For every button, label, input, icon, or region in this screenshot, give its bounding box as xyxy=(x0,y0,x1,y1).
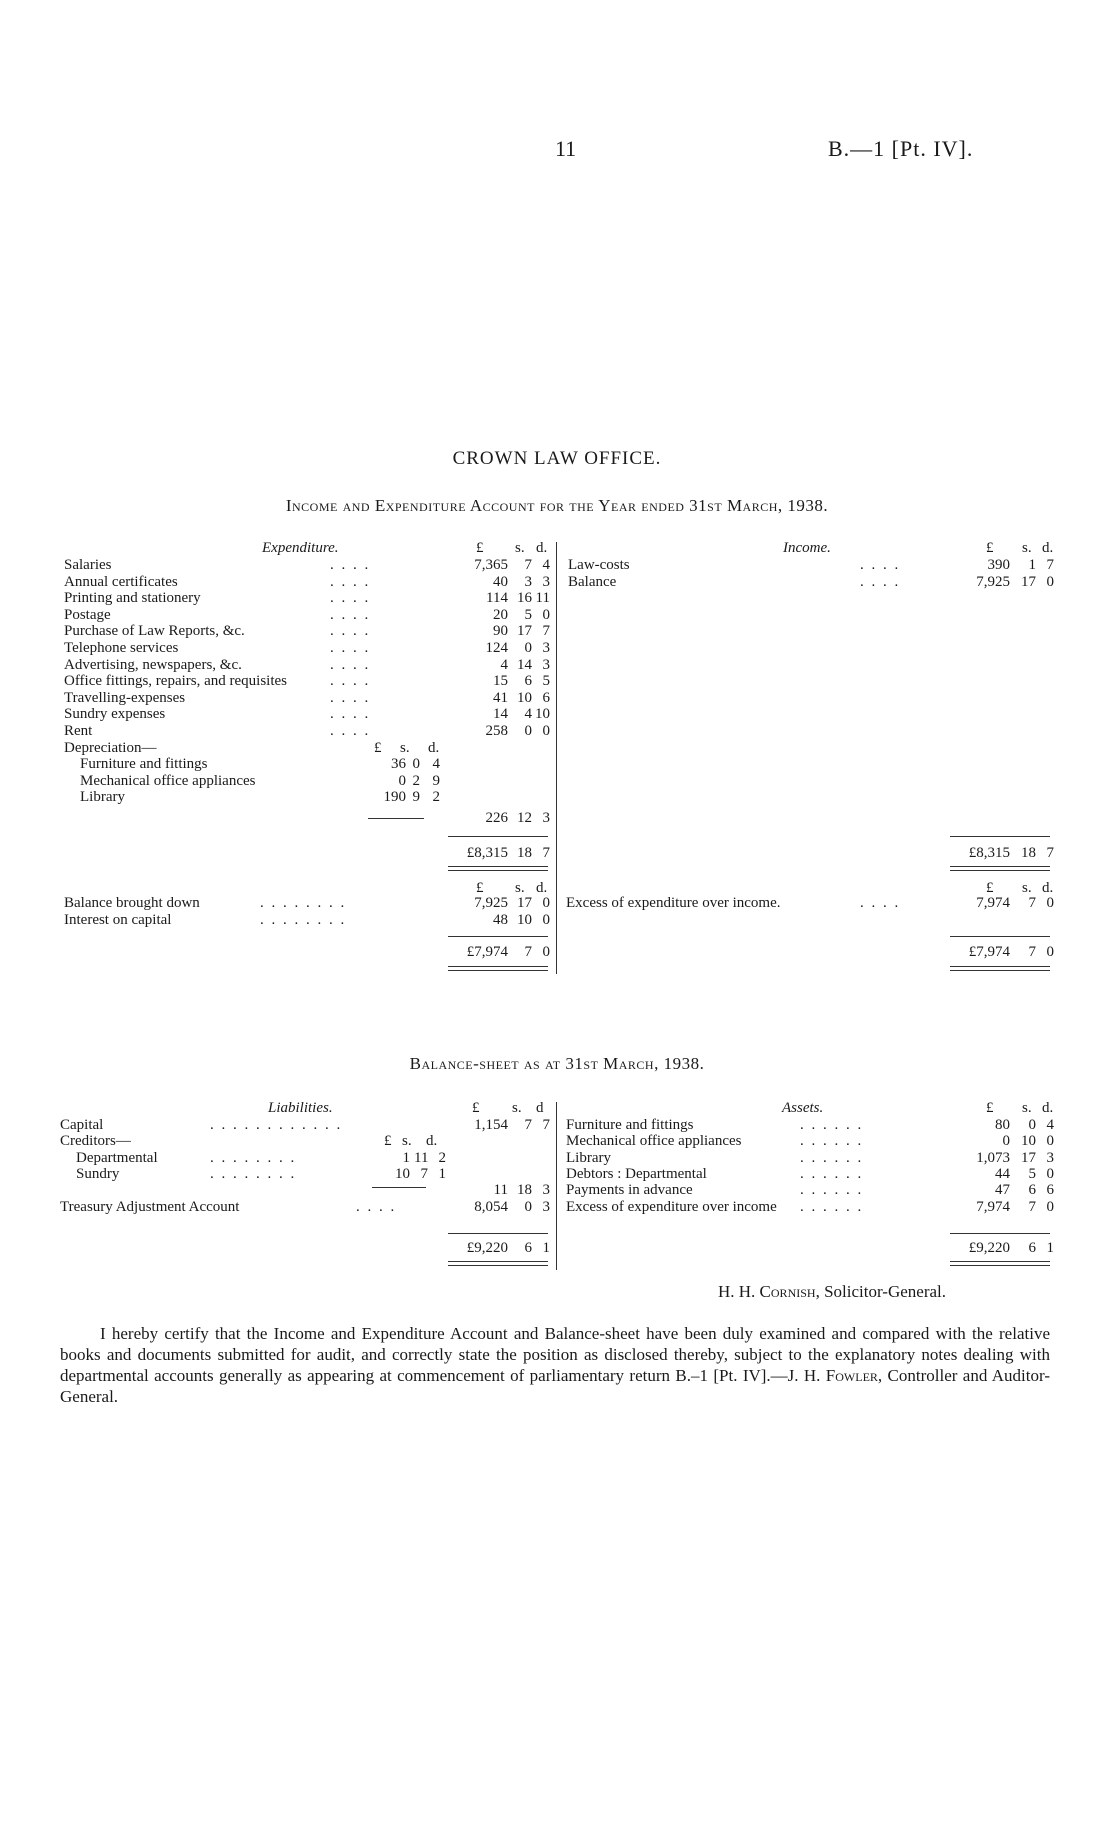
expenditure-item-shillings: 5 xyxy=(524,607,532,623)
depreciation-item-label: Mechanical office appliances xyxy=(80,773,256,789)
bs-total-pounds-right: £9,220 xyxy=(968,1240,1010,1256)
signatory-title: , Solicitor-General. xyxy=(815,1282,946,1301)
leader-dots: . . . . . . . . xyxy=(260,895,347,911)
ie-column-divider xyxy=(556,542,557,974)
asset-item-label: Furniture and fittings xyxy=(566,1117,694,1133)
income-item-shillings: 17 xyxy=(1021,574,1036,590)
asset-item-pence: 0 xyxy=(1046,1199,1054,1215)
bd-total-shillings-right: 7 xyxy=(1028,944,1036,960)
expenditure-item-pence: 3 xyxy=(542,574,550,590)
auditor-title: , Controller and Auditor-General. xyxy=(60,1366,1050,1406)
brought-down-item-pounds: 48 xyxy=(493,912,508,928)
asset-item-label: Debtors : Departmental xyxy=(566,1166,707,1182)
creditors-shilling-header: s. xyxy=(402,1133,412,1149)
expenditure-item-pence: 3 xyxy=(542,657,550,673)
expenditure-item-shillings: 17 xyxy=(517,623,532,639)
brought-down-item-pence: 0 xyxy=(542,912,550,928)
depreciation-pence-header: d. xyxy=(428,740,440,756)
bs-total-pence-right: 1 xyxy=(1046,1240,1054,1256)
creditor-item-shillings: 7 xyxy=(420,1166,428,1182)
depreciation-item-pounds: 36 xyxy=(391,756,406,772)
leader-dots: . . . . . . xyxy=(800,1117,864,1133)
document-subtitle: Income and Expenditure Account for the Year ended 31st March, 1938. xyxy=(285,496,829,515)
expenditure-item-label: Sundry expenses xyxy=(64,706,166,722)
pence-header: d. xyxy=(536,540,548,556)
bs-pound-header-assets: £ xyxy=(986,1100,994,1116)
signature xyxy=(718,1282,946,1302)
expenditure-item-label: Salaries xyxy=(64,557,112,573)
brought-down-item-shillings: 10 xyxy=(517,912,532,928)
bs-total-rule-left xyxy=(448,1233,548,1234)
asset-item-pence: 0 xyxy=(1046,1133,1054,1149)
leader-dots: . . . . . . xyxy=(800,1133,864,1149)
expenditure-item-pence: 0 xyxy=(542,607,550,623)
ie-total-pence-right: 7 xyxy=(1046,845,1054,861)
expenditure-item-pounds: 40 xyxy=(493,574,508,590)
ie-total-rule-right xyxy=(950,836,1050,837)
asset-item-label: Excess of expenditure over income xyxy=(566,1199,777,1215)
income-item-pence: 7 xyxy=(1046,557,1054,573)
expenditure-item-label: Office fittings, repairs, and requisites xyxy=(64,673,287,689)
income-item-pence: 0 xyxy=(1046,574,1054,590)
bd-pound-header: £ xyxy=(476,880,484,896)
depreciation-label: Depreciation— xyxy=(64,740,157,756)
income-item-pounds: 7,925 xyxy=(976,574,1010,590)
income-item-pounds: 390 xyxy=(987,557,1010,573)
expenditure-item-label: Telephone services xyxy=(64,640,179,656)
bs-total-pence-left: 1 xyxy=(542,1240,550,1256)
expenditure-item-label: Postage xyxy=(64,607,111,623)
leader-dots: . . . . . . xyxy=(800,1199,864,1215)
depreciation-item-pounds: 190 xyxy=(383,789,406,805)
treasury-label: Treasury Adjustment Account xyxy=(60,1199,240,1215)
treasury-pence: 3 xyxy=(542,1199,550,1215)
expenditure-item-shillings: 6 xyxy=(524,673,532,689)
leader-dots: . . . . . . . . xyxy=(260,912,347,928)
expenditure-item-label: Travelling-expenses xyxy=(64,690,186,706)
depreciation-total-shillings: 12 xyxy=(517,810,532,826)
leader-dots: . . . . . . . . xyxy=(210,1150,297,1166)
bd-total-pounds-left: £7,974 xyxy=(466,944,508,960)
expenditure-item-pounds: 114 xyxy=(486,590,508,606)
bs-pence-header-assets: d. xyxy=(1042,1100,1054,1116)
audit-certificate xyxy=(60,1323,1050,1407)
asset-item-pence: 6 xyxy=(1046,1182,1054,1198)
leader-dots: . . . . xyxy=(330,706,371,722)
expenditure-item-shillings: 7 xyxy=(524,557,532,573)
pound-header: £ xyxy=(476,540,484,556)
creditors-total-pence: 3 xyxy=(542,1182,550,1198)
creditor-item-shillings: 11 xyxy=(414,1150,429,1166)
brought-down-right-shillings: 7 xyxy=(1028,895,1036,911)
leader-dots: . . . . xyxy=(330,640,371,656)
bs-pence-header: d xyxy=(536,1100,544,1116)
capital-shillings: 7 xyxy=(524,1117,532,1133)
expenditure-item-pounds: 258 xyxy=(485,723,508,739)
shilling-header-income: s. xyxy=(1022,540,1032,556)
capital-label: Capital xyxy=(60,1117,104,1133)
bd-total-double-rule-right xyxy=(950,966,1050,971)
ie-total-pence-left: 7 xyxy=(542,845,550,861)
expenditure-item-shillings: 4 xyxy=(524,706,532,722)
leader-dots: . . . . . . xyxy=(800,1150,864,1166)
brought-down-right-pounds: 7,974 xyxy=(976,895,1010,911)
shilling-header: s. xyxy=(515,540,525,556)
expenditure-item-pence: 0 xyxy=(542,723,550,739)
bs-total-double-rule-right xyxy=(950,1261,1050,1266)
creditor-item-pence: 1 xyxy=(438,1166,446,1182)
ie-total-rule-left xyxy=(448,836,548,837)
depreciation-item-label: Furniture and fittings xyxy=(80,756,208,772)
expenditure-item-pounds: 90 xyxy=(493,623,508,639)
expenditure-item-pounds: 14 xyxy=(493,706,508,722)
asset-item-pence: 0 xyxy=(1046,1166,1054,1182)
depreciation-item-shillings: 9 xyxy=(412,789,420,805)
creditor-item-pounds: 10 xyxy=(395,1166,410,1182)
bd-total-double-rule-left xyxy=(448,966,548,971)
asset-item-label: Payments in advance xyxy=(566,1182,693,1198)
brought-down-item-pounds: 7,925 xyxy=(474,895,508,911)
leader-dots: . . . . xyxy=(330,723,371,739)
treasury-shillings: 0 xyxy=(524,1199,532,1215)
creditors-pence-header: d. xyxy=(426,1133,438,1149)
leader-dots: . . . . xyxy=(330,690,371,706)
leader-dots: . . . . xyxy=(356,1199,397,1215)
depreciation-total-pounds: 226 xyxy=(485,810,508,826)
asset-item-pounds: 44 xyxy=(995,1166,1010,1182)
leader-dots: . . . . . . . . xyxy=(210,1166,297,1182)
certificate-text: I hereby certify that the Income and Expenditure Account and Balance-sheet have been duly examined and compared with the relative books and documents submitted for audit, and correctly state the position as disclosed thereby, subject to the explanatory notes dealing with departmental accounts generally as appearing at commencement of parliamentary return B.–1 [Pt. IV].— xyxy=(60,1324,1050,1385)
expenditure-item-shillings: 10 xyxy=(517,690,532,706)
creditors-pound-header: £ xyxy=(384,1133,392,1149)
leader-dots: . . . . xyxy=(860,895,901,911)
creditors-subtotal-rule xyxy=(372,1187,426,1188)
leader-dots: . . . . xyxy=(330,574,371,590)
creditors-total-pounds: 11 xyxy=(493,1182,508,1198)
asset-item-shillings: 0 xyxy=(1028,1117,1036,1133)
ie-total-pounds-left: £8,315 xyxy=(466,845,508,861)
depreciation-item-pence: 4 xyxy=(432,756,440,772)
bs-total-double-rule-left xyxy=(448,1261,548,1266)
leader-dots: . . . . . . . . . . . . xyxy=(210,1117,343,1133)
depreciation-shilling-header: s. xyxy=(400,740,410,756)
capital-pounds: 1,154 xyxy=(474,1117,508,1133)
income-item-label: Balance xyxy=(568,574,617,590)
brought-down-item-label: Balance brought down xyxy=(64,895,200,911)
depreciation-item-shillings: 0 xyxy=(412,756,420,772)
expenditure-item-shillings: 3 xyxy=(524,574,532,590)
depreciation-subtotal-rule xyxy=(368,818,424,819)
expenditure-item-pounds: 7,365 xyxy=(474,557,508,573)
asset-item-pounds: 80 xyxy=(995,1117,1010,1133)
expenditure-item-label: Advertising, newspapers, &c. xyxy=(64,657,242,673)
asset-item-pounds: 7,974 xyxy=(976,1199,1010,1215)
asset-item-label: Mechanical office appliances xyxy=(566,1133,742,1149)
expenditure-item-shillings: 16 xyxy=(517,590,532,606)
pence-header-income: d. xyxy=(1042,540,1054,556)
expenditure-item-pence: 3 xyxy=(542,640,550,656)
depreciation-item-label: Library xyxy=(80,789,125,805)
liabilities-heading: Liabilities. xyxy=(268,1100,333,1116)
brought-down-item-pence: 0 xyxy=(542,895,550,911)
bd-pence-header: d. xyxy=(536,880,548,896)
asset-item-shillings: 10 xyxy=(1021,1133,1036,1149)
assets-heading: Assets. xyxy=(782,1100,824,1116)
creditors-total-shillings: 18 xyxy=(517,1182,532,1198)
bd-total-pence-left: 0 xyxy=(542,944,550,960)
document-title: CROWN LAW OFFICE. xyxy=(452,448,662,469)
asset-item-pounds: 0 xyxy=(1002,1133,1010,1149)
bd-pence-header-right: d. xyxy=(1042,880,1054,896)
expenditure-item-shillings: 0 xyxy=(524,640,532,656)
bd-pound-header-right: £ xyxy=(986,880,994,896)
leader-dots: . . . . xyxy=(330,623,371,639)
depreciation-total-pence: 3 xyxy=(542,810,550,826)
bs-shilling-header-assets: s. xyxy=(1022,1100,1032,1116)
leader-dots: . . . . . . xyxy=(800,1166,864,1182)
brought-down-right-label: Excess of expenditure over income. xyxy=(566,895,781,911)
bs-shilling-header: s. xyxy=(512,1100,522,1116)
income-heading: Income. xyxy=(783,540,831,556)
expenditure-item-pounds: 41 xyxy=(493,690,508,706)
capital-pence: 7 xyxy=(542,1117,550,1133)
bs-total-shillings-right: 6 xyxy=(1028,1240,1036,1256)
expenditure-heading: Expenditure. xyxy=(262,540,339,556)
page-number: 11 xyxy=(555,136,577,161)
ie-total-double-rule-left xyxy=(448,866,548,871)
expenditure-item-pence: 5 xyxy=(542,673,550,689)
brought-down-item-label: Interest on capital xyxy=(64,912,172,928)
ie-total-double-rule-right xyxy=(950,866,1050,871)
expenditure-item-label: Purchase of Law Reports, &c. xyxy=(64,623,245,639)
bd-total-pounds-right: £7,974 xyxy=(968,944,1010,960)
expenditure-item-pounds: 20 xyxy=(493,607,508,623)
bd-shilling-header: s. xyxy=(515,880,525,896)
expenditure-item-pence: 7 xyxy=(542,623,550,639)
asset-item-label: Library xyxy=(566,1150,611,1166)
expenditure-item-label: Rent xyxy=(64,723,93,739)
expenditure-item-label: Annual certificates xyxy=(64,574,178,590)
leader-dots: . . . . xyxy=(330,557,371,573)
brought-down-right-pence: 0 xyxy=(1046,895,1054,911)
expenditure-item-shillings: 14 xyxy=(517,657,532,673)
expenditure-item-pence: 4 xyxy=(542,557,550,573)
leader-dots: . . . . xyxy=(330,673,371,689)
brought-down-item-shillings: 17 xyxy=(517,895,532,911)
ie-total-shillings-right: 18 xyxy=(1021,845,1036,861)
creditors-label: Creditors— xyxy=(60,1133,131,1149)
bd-total-shillings-left: 7 xyxy=(524,944,532,960)
expenditure-item-pounds: 124 xyxy=(485,640,508,656)
creditor-item-label: Sundry xyxy=(76,1166,120,1182)
leader-dots: . . . . xyxy=(860,557,901,573)
depreciation-item-shillings: 2 xyxy=(412,773,420,789)
depreciation-item-pence: 9 xyxy=(432,773,440,789)
pound-header-income: £ xyxy=(986,540,994,556)
expenditure-item-pounds: 15 xyxy=(493,673,508,689)
depreciation-item-pounds: 0 xyxy=(398,773,406,789)
auditor-name: J. H. Fowler xyxy=(787,1366,878,1385)
depreciation-item-pence: 2 xyxy=(432,789,440,805)
depreciation-pound-header: £ xyxy=(374,740,382,756)
bd-total-pence-right: 0 xyxy=(1046,944,1054,960)
treasury-pounds: 8,054 xyxy=(474,1199,508,1215)
expenditure-item-shillings: 0 xyxy=(524,723,532,739)
leader-dots: . . . . xyxy=(860,574,901,590)
expenditure-item-pence: 10 xyxy=(535,706,550,722)
asset-item-pounds: 47 xyxy=(995,1182,1010,1198)
ie-total-shillings-left: 18 xyxy=(517,845,532,861)
ie-total-pounds-right: £8,315 xyxy=(968,845,1010,861)
bd-total-rule-right xyxy=(950,936,1050,937)
series-reference: B.—1 [Pt. IV]. xyxy=(828,136,974,161)
bs-column-divider xyxy=(556,1102,557,1270)
asset-item-pounds: 1,073 xyxy=(976,1150,1010,1166)
creditor-item-pence: 2 xyxy=(438,1150,446,1166)
bs-total-rule-right xyxy=(950,1233,1050,1234)
expenditure-item-pounds: 4 xyxy=(500,657,508,673)
creditor-item-label: Departmental xyxy=(76,1150,158,1166)
asset-item-pence: 4 xyxy=(1046,1117,1054,1133)
expenditure-item-pence: 11 xyxy=(535,590,550,606)
leader-dots: . . . . xyxy=(330,657,371,673)
bd-total-rule-left xyxy=(448,936,548,937)
leader-dots: . . . . xyxy=(330,607,371,623)
expenditure-item-pence: 6 xyxy=(542,690,550,706)
leader-dots: . . . . xyxy=(330,590,371,606)
expenditure-item-label: Printing and stationery xyxy=(64,590,201,606)
creditor-item-pounds: 1 xyxy=(402,1150,410,1166)
asset-item-shillings: 17 xyxy=(1021,1150,1036,1166)
bs-pound-header: £ xyxy=(472,1100,480,1116)
bs-total-pounds-left: £9,220 xyxy=(466,1240,508,1256)
asset-item-pence: 3 xyxy=(1046,1150,1054,1166)
bd-shilling-header-right: s. xyxy=(1022,880,1032,896)
leader-dots: . . . . . . xyxy=(800,1182,864,1198)
asset-item-shillings: 7 xyxy=(1028,1199,1036,1215)
signatory-name: H. H. Cornish xyxy=(718,1282,816,1301)
income-item-shillings: 1 xyxy=(1028,557,1036,573)
asset-item-shillings: 6 xyxy=(1028,1182,1036,1198)
balance-sheet-title: Balance-sheet as at 31st March, 1938. xyxy=(409,1054,705,1073)
income-item-label: Law-costs xyxy=(568,557,630,573)
asset-item-shillings: 5 xyxy=(1028,1166,1036,1182)
bs-total-shillings-left: 6 xyxy=(524,1240,532,1256)
